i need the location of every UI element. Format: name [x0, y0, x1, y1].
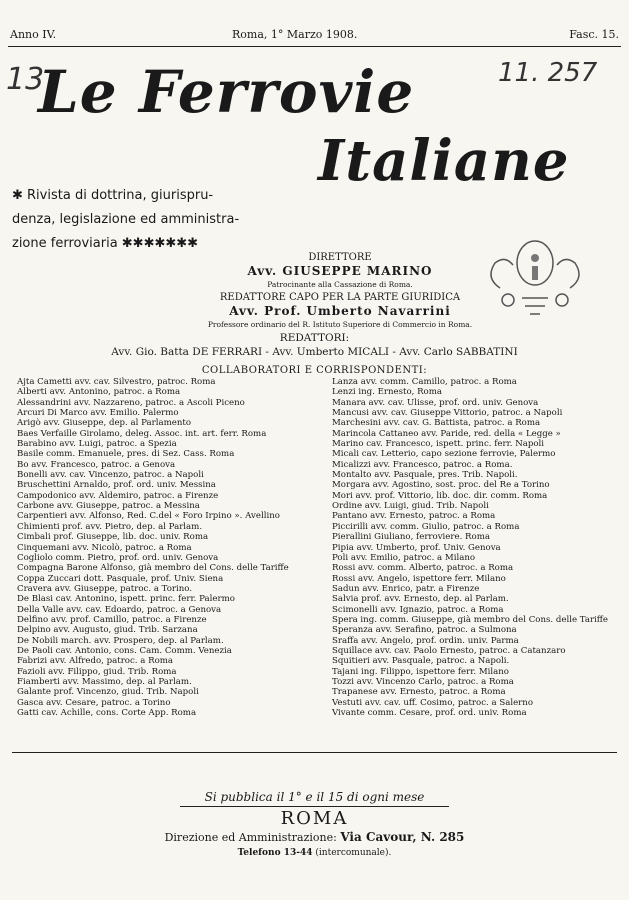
handwritten-note-left: 13	[6, 62, 45, 97]
footer-city: ROMA	[280, 808, 349, 829]
footer-address: Via Cavour, N. 285	[340, 830, 465, 844]
collaborator-entry: Cogliolo comm. Pietro, prof. ord. univ. Genova	[17, 552, 219, 563]
collaborator-entry: Bonelli avv. cav. Vincenzo, patroc. a Napoli	[17, 470, 204, 481]
collaborator-entry: Gasca avv. Cesare, patroc. a Torino	[17, 697, 171, 708]
collaborator-entry: Spera ing. comm. Giuseppe, già membro del Cons. delle Tariffe	[332, 614, 608, 625]
collaborator-entry: Squitieri avv. Pasquale, patroc. a Napoli.	[332, 656, 510, 667]
collaborator-entry: Alessandrini avv. Nazzareno, patroc. a Ascoli Piceno	[17, 397, 245, 408]
collaborator-entry: Mancusi avv. cav. Giuseppe Vittorio, patroc. a Napoli	[332, 408, 563, 419]
masthead-title-line1: Le Ferrovie	[38, 58, 415, 126]
collaborator-entry: Sadun avv. Enrico, patr. a Firenze	[332, 583, 480, 594]
collaborator-entry: Rossi avv. comm. Alberto, patroc. a Roma	[332, 563, 514, 574]
redattore-capo-name: Avv. Prof. Umberto Navarrini	[229, 304, 451, 318]
subtitle-line: ✱ Rivista di dottrina, giurispru-	[12, 188, 214, 203]
collaborator-entry: Alberti avv. Antonino, patroc. a Roma	[17, 387, 181, 398]
collaborator-entry: Campodonico avv. Aldemiro, patroc. a Firenze	[17, 490, 219, 501]
collaborator-entry: Fiamberti avv. Massimo, dep. al Parlam.	[17, 676, 192, 687]
issue-year: Anno IV.	[10, 28, 57, 41]
collaborator-entry: Bruschettini Arnaldo, prof. ord. univ. Messina	[17, 480, 216, 491]
redattore-capo-role: Professore ordinario del R. Istituto Superiore di Commercio in Roma.	[207, 320, 473, 329]
direttore-name: Avv. GIUSEPPE MARINO	[247, 264, 433, 278]
collaborator-entry: Carpentieri avv. Alfonso, Red. C.del « Foro Irpino ». Avellino	[17, 511, 280, 522]
collaboratori-right-column	[332, 377, 608, 718]
collaborator-entry: Trapanese avv. Ernesto, patroc. a Roma	[332, 687, 506, 698]
collaborator-entry: Fabrizi avv. Alfredo, patroc. a Roma	[17, 656, 174, 667]
masthead-title-line2: Italiane	[318, 128, 570, 194]
collaborator-entry: Barabino avv. Luigi, patroc. a Spezia	[17, 439, 177, 450]
collaborator-entry: Carbone avv. Giuseppe, patroc. a Messina	[17, 501, 200, 512]
footer-rule	[180, 806, 449, 807]
collaborator-entry: Coppa Zuccari dott. Pasquale, prof. Univ. Siena	[17, 573, 224, 584]
collaborator-entry: Micali cav. Letterio, capo sezione ferrovie, Palermo	[332, 449, 556, 460]
direzione-label: Direzione ed Amministrazione:	[164, 831, 337, 844]
collaborator-entry: Salvia prof. avv. Ernesto, dep. al Parlam.	[332, 594, 509, 605]
collaborator-entry: Cinquemani avv. Nicolò, patroc. a Roma	[17, 542, 192, 553]
collaborator-entry: Montalto avv. Pasquale, pres. Trib. Napoli.	[332, 470, 518, 481]
collaborator-entry: Marchesini avv. cav. G. Battista, patroc. a Roma	[332, 418, 541, 429]
collaborator-entry: Arigò avv. Giuseppe, dep. al Parlamento	[17, 418, 191, 429]
collaborator-entry: Pierallini Giuliano, ferroviere. Roma	[332, 532, 490, 543]
collaborator-entry: Delpino avv. Augusto, giud. Trib. Sarzana	[17, 625, 198, 636]
collaborator-entry: Poli avv. Emilio, patroc. a Milano	[332, 552, 476, 563]
collaborator-entry: Tozzi avv. Vincenzo Carlo, patroc. a Roma	[332, 676, 514, 687]
collaborator-entry: De Nobili march. avv. Prospero, dep. al Parlam.	[17, 635, 224, 646]
telefono-label: Telefono 13-44	[237, 848, 313, 858]
collaborator-entry: Della Valle avv. cav. Edoardo, patroc. a Genova	[17, 604, 222, 615]
collaborator-entry: Pantano avv. Ernesto, patroc. a Roma	[332, 511, 496, 522]
footer-telefono	[0, 848, 629, 858]
collaborator-entry: Cimbali prof. Giuseppe, lib. doc. univ. Roma	[17, 532, 209, 543]
collaborator-entry: Mori avv. prof. Vittorio, lib. doc. dir. comm. Roma	[332, 490, 548, 501]
collaborator-entry: Speranza avv. Serafino, patroc. a Sulmona	[332, 625, 517, 636]
redattori-label: REDATTORI:	[279, 332, 350, 344]
list-rule	[12, 752, 617, 753]
redattori-names: Avv. Gio. Batta DE FERRARI - Avv. Umberto MICALI - Avv. Carlo SABBATINI	[111, 346, 518, 358]
publication-frequency: Si pubblica il 1° e il 15 di ogni mese	[204, 790, 425, 804]
collaborator-entry: Gatti cav. Achille, cons. Corte App. Roma	[17, 708, 197, 718]
subtitle-line: denza, legislazione ed amministra-	[12, 212, 240, 227]
collaborator-entry: Micalizzi avv. Francesco, patroc. a Roma.	[332, 459, 513, 470]
issue-date: Roma, 1° Marzo 1908.	[232, 28, 358, 41]
direttore-role: Patrocinante alla Cassazione di Roma.	[267, 280, 413, 289]
collaborator-entry: Tajani ing. Filippo, ispettore ferr. Milano	[332, 666, 509, 677]
collaborator-entry: Ordine avv. Luigi, giud. Trib. Napoli	[332, 501, 489, 512]
redattore-capo-label: REDATTORE CAPO PER LA PARTE GIURIDICA	[219, 292, 461, 303]
collaborator-entry: Morgara avv. Agostino, sost. proc. del Re a Torino	[332, 480, 550, 491]
collaborator-entry: Piccirilli avv. comm. Giulio, patroc. a Roma	[332, 521, 520, 532]
header-line	[10, 28, 619, 42]
collaborator-entry: Manara avv. cav. Ulisse, prof. ord. univ. Genova	[332, 397, 539, 408]
subtitle	[12, 184, 262, 256]
collaboratori-left-column	[17, 377, 289, 718]
collaborator-entry: Sraffa avv. Angelo, prof. ordin. univ. Parma	[332, 635, 519, 646]
handwritten-note-right: 11. 257	[498, 58, 598, 88]
issue-number: Fasc. 15.	[569, 28, 619, 41]
collaborator-entry: Squillace avv. cav. Paolo Ernesto, patroc. a Catanzaro	[332, 645, 566, 656]
collaboratori-label: COLLABORATORI E CORRISPONDENTI:	[201, 365, 428, 376]
collaborator-entry: De Blasi cav. Antonino, ispett. princ. ferr. Palermo	[17, 594, 235, 605]
collaborator-entry: Basile comm. Emanuele, pres. di Sez. Cass. Roma	[17, 449, 235, 460]
collaborator-entry: Bo avv. Francesco, patroc. a Genova	[17, 459, 176, 470]
collaborator-entry: Fazioli avv. Filippo, giud. Trib. Roma	[17, 666, 177, 677]
collaborator-entry: Baes Verfaille Girolamo, deleg. Assoc. int. art. ferr. Roma	[17, 428, 267, 439]
collaborator-entry: Marino cav. Francesco, ispett. princ. ferr. Napoli	[332, 439, 545, 450]
collaborator-entry: Arcuri Di Marco avv. Emilio. Palermo	[17, 408, 179, 419]
collaborator-entry: Vivante comm. Cesare, prof. ord. univ. Roma	[332, 708, 527, 718]
collaborator-entry: Compagna Barone Alfonso, già membro del Cons. delle Tariffe	[17, 563, 289, 574]
collaborator-entry: Vestuti avv. cav. uff. Cosimo, patroc. a Salerno	[332, 697, 533, 708]
collaborator-entry: De Paoli cav. Antonio, cons. Cam. Comm. Venezia	[17, 645, 232, 656]
collaborator-entry: Chimienti prof. avv. Pietro, dep. al Parlam.	[17, 521, 203, 532]
collaborator-entry: Scimonelli avv. Ignazio, patroc. a Roma	[332, 604, 504, 615]
collaborator-entry: Rossi avv. Angelo, ispettore ferr. Milano	[332, 573, 506, 584]
header-rule	[8, 46, 621, 47]
collaborator-entry: Lanza avv. comm. Camillo, patroc. a Roma	[332, 377, 517, 387]
collaborator-entry: Delfino avv. prof. Camillo, patroc. a Firenze	[17, 614, 207, 625]
subtitle-line: zione ferroviaria ✱✱✱✱✱✱✱	[12, 236, 199, 251]
collaborator-entry: Ajta Cametti avv. cav. Silvestro, patroc. Roma	[17, 377, 216, 387]
collaborator-entry: Cravera avv. Giuseppe, patroc. a Torino.	[17, 583, 193, 594]
footer-direzione	[0, 830, 629, 844]
collaborator-entry: Galante prof. Vincenzo, giud. Trib. Napoli	[17, 687, 199, 698]
collaborator-entry: Pipia avv. Umberto, prof. Univ. Genova	[332, 542, 501, 553]
collaborator-entry: Marincola Cattaneo avv. Paride, red. della « Legge »	[332, 428, 561, 439]
telefono-note: (intercomunale).	[315, 848, 392, 858]
collaborator-entry: Lenzi ing. Ernesto, Roma	[332, 387, 443, 398]
direttore-label: DIRETTORE	[308, 252, 372, 263]
